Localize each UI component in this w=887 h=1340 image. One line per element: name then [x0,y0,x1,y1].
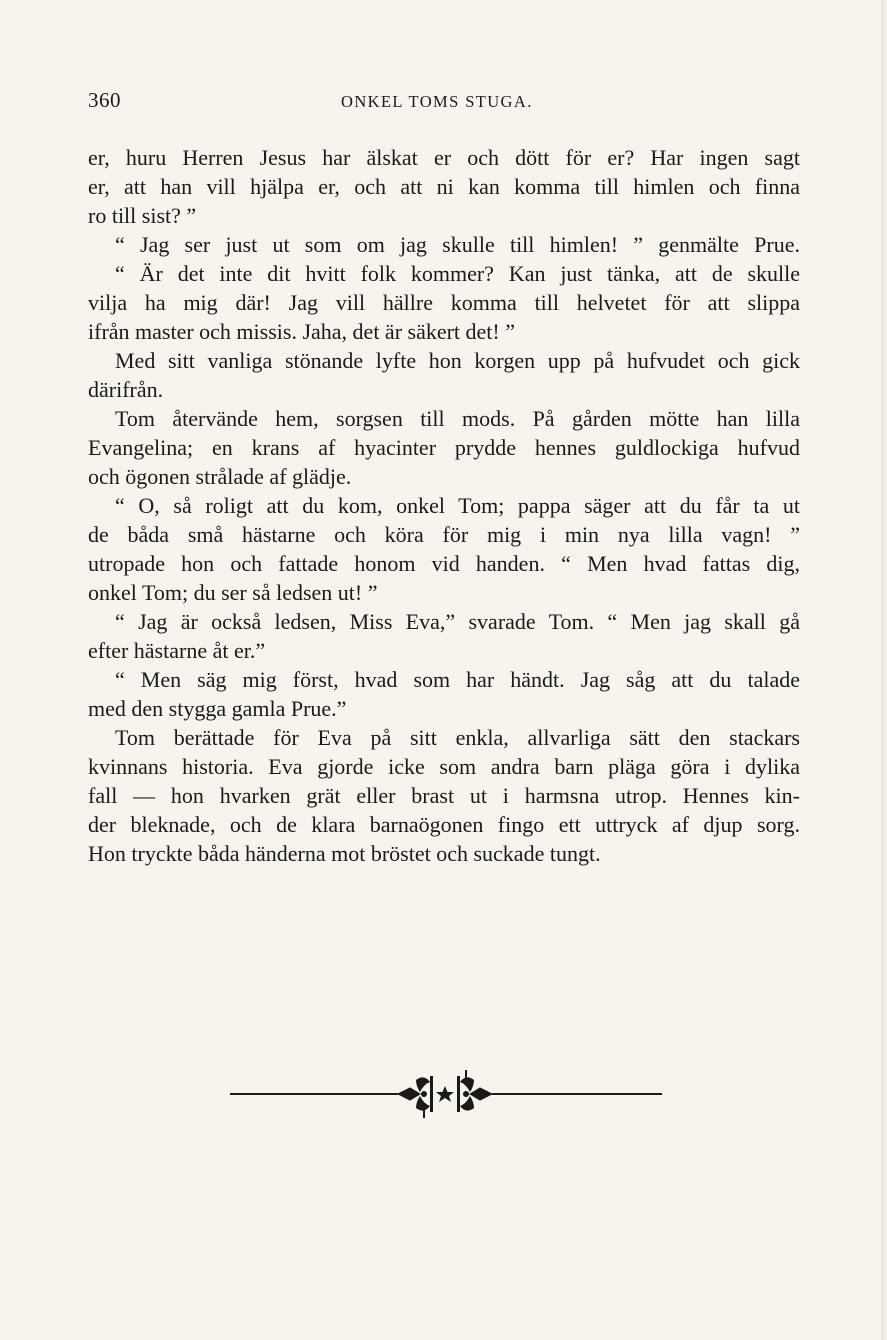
text-line: Hon tryckte båda händerna mot bröstet och suckade tungt. [88,841,601,866]
page-header [88,88,800,122]
text-line: der bleknade, och de klara barnaögonen fingo ett uttryck af djup sorg. [88,812,800,837]
text-line: därifrån. [88,377,164,402]
decorative-tailpiece-icon [230,1064,662,1124]
text-line: onkel Tom; du ser så ledsen ut! ” [88,580,378,605]
text-line: Med sitt vanliga stönande lyfte hon korgen upp på hufvudet och gick [115,348,800,373]
text-line: er, huru Herren Jesus har älskat er och dött för er? Har ingen sagt [88,145,800,170]
text-line: “ Är det inte dit hvitt folk kommer? Kan just tänka, att de skulle [115,261,800,286]
text-line: er, att han vill hjälpa er, och att ni kan komma till himlen och finna [88,174,800,199]
text-line: ro till sist? ” [88,203,197,228]
text-line: utropade hon och fattade honom vid handen. “ Men hvad fattas dig, [88,551,800,576]
text-line: “ Jag är också ledsen, Miss Eva,” svarade Tom. “ Men jag skall gå [115,609,800,634]
body-text [88,143,800,868]
text-line: Evangelina; en krans af hyacinter prydde hennes guldlockiga hufvud [88,435,800,460]
text-line: de båda små hästarne och köra för mig i min nya lilla vagn! ” [88,522,800,547]
text-line: med den stygga gamla Prue.” [88,696,347,721]
text-line: ifrån master och missis. Jaha, det är säkert det! ” [88,319,516,344]
text-line: Tom berättade för Eva på sitt enkla, allvarliga sätt den stackars [115,725,800,750]
running-head: ONKEL TOMS STUGA. [341,92,533,111]
text-line: och ögonen strålade af glädje. [88,464,352,489]
text-line: “ Men säg mig först, hvad som har händt. Jag såg att du talade [115,667,800,692]
text-line: Tom återvände hem, sorgsen till mods. På gården mötte han lilla [115,406,800,431]
text-line: efter hästarne åt er.” [88,638,266,663]
page-number: 360 [88,88,121,112]
text-line: “ Jag ser just ut som om jag skulle till himlen! ” genmälte Prue. [115,232,800,257]
page-edge [881,0,887,1340]
text-line: kvinnans historia. Eva gjorde icke som andra barn pläga göra i dylika [88,754,800,779]
text-line: fall — hon hvarken grät eller brast ut i harmsna utrop. Hennes kin- [88,783,800,808]
text-line: vilja ha mig där! Jag vill hällre komma till helvetet för att slippa [88,290,800,315]
text-line: “ O, så roligt att du kom, onkel Tom; pappa säger att du får ta ut [115,493,800,518]
